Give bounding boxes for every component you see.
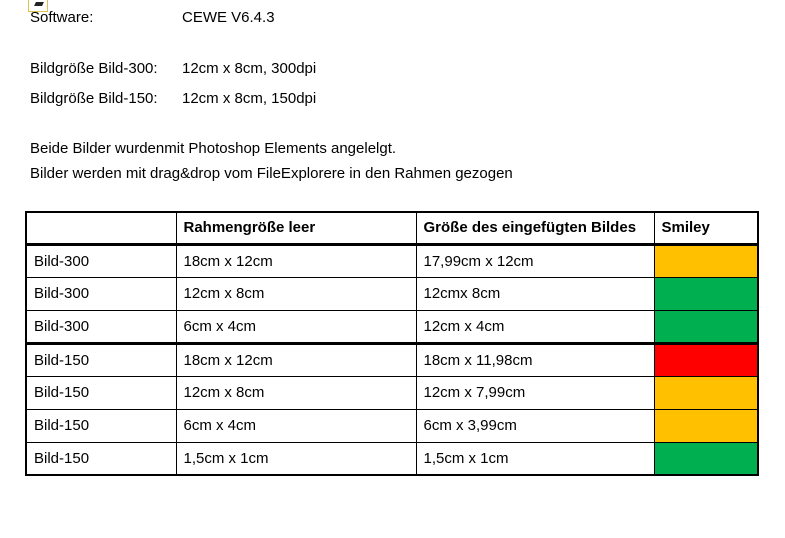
table-row	[26, 343, 758, 376]
smiley-status-cell	[654, 376, 758, 409]
frame-size-cell: 18cm x 12cm	[176, 244, 416, 277]
inserted-size-cell: 6cm x 3,99cm	[416, 409, 654, 442]
header-frame-size: Rahmengröße leer	[176, 212, 416, 244]
table-row	[26, 442, 758, 475]
inserted-size-cell: 17,99cm x 12cm	[416, 244, 654, 277]
bild300-label: Bildgröße Bild-300:	[30, 60, 158, 77]
bild150-value: 12cm x 8cm, 150dpi	[182, 90, 317, 107]
smiley-status-cell	[654, 244, 758, 277]
inserted-size-cell: 12cm x 4cm	[416, 310, 654, 343]
inserted-size-cell: 18cm x 11,98cm	[416, 343, 654, 376]
header-smiley: Smiley	[654, 212, 758, 244]
row-label: Bild-300	[26, 244, 176, 277]
table-row	[26, 244, 758, 277]
results-table	[25, 211, 759, 476]
bild150-label: Bildgröße Bild-150:	[30, 90, 158, 107]
software-label: Software:	[30, 9, 94, 26]
row-label: Bild-150	[26, 409, 176, 442]
inserted-size-cell: 1,5cm x 1cm	[416, 442, 654, 475]
smiley-status-cell	[654, 310, 758, 343]
frame-size-cell: 6cm x 4cm	[176, 409, 416, 442]
row-label: Bild-300	[26, 310, 176, 343]
frame-size-cell: 12cm x 8cm	[176, 277, 416, 310]
table-row	[26, 277, 758, 310]
software-value: CEWE V6.4.3	[182, 9, 275, 26]
smiley-status-cell	[654, 442, 758, 475]
anchor-glyph	[34, 2, 44, 6]
note-line-2: Bilder werden mit drag&drop vom FileExplorere in den Rahmen gezogen	[30, 165, 513, 182]
bild150-size-line	[30, 90, 316, 107]
row-label: Bild-150	[26, 343, 176, 376]
header-empty	[26, 212, 176, 244]
header-inserted-size: Größe des eingefügten Bildes	[416, 212, 654, 244]
row-label: Bild-150	[26, 376, 176, 409]
bild300-size-line	[30, 60, 316, 77]
table-row	[26, 310, 758, 343]
inserted-size-cell: 12cm x 7,99cm	[416, 376, 654, 409]
frame-size-cell: 1,5cm x 1cm	[176, 442, 416, 475]
smiley-status-cell	[654, 409, 758, 442]
note-line-1: Beide Bilder wurdenmit Photoshop Elements angelelgt.	[30, 140, 397, 157]
frame-size-cell: 12cm x 8cm	[176, 376, 416, 409]
table-row	[26, 409, 758, 442]
frame-size-cell: 18cm x 12cm	[176, 343, 416, 376]
software-line	[30, 9, 275, 26]
inserted-size-cell: 12cmx 8cm	[416, 277, 654, 310]
smiley-status-cell	[654, 343, 758, 376]
row-label: Bild-150	[26, 442, 176, 475]
row-label: Bild-300	[26, 277, 176, 310]
header-row	[26, 212, 758, 244]
table-row	[26, 376, 758, 409]
bild300-value: 12cm x 8cm, 300dpi	[182, 60, 317, 77]
smiley-status-cell	[654, 277, 758, 310]
frame-size-cell: 6cm x 4cm	[176, 310, 416, 343]
